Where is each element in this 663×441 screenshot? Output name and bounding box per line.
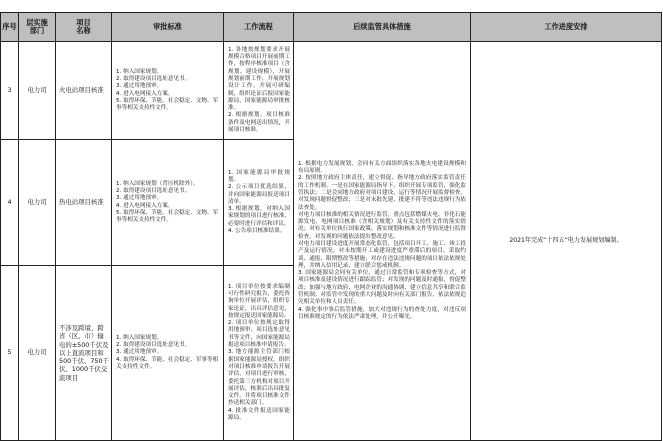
header-process: 工作流程 xyxy=(224,13,294,42)
process-line: 2. 项目单位按规定取得用地预审、项目选址意见书等文件，向国家能源局报送项目核准申请报告。 xyxy=(228,320,290,349)
post-supervision-cell xyxy=(294,42,471,441)
standard-line: 2. 取得建设项目选址意见书。 xyxy=(116,342,191,349)
process-line: 1. 项目单位按要求编制可行性研究报告，委托咨询单位开展评估，组织专家论证，出具评估意见，按规定报送国家能源局。 xyxy=(228,283,290,319)
row-process xyxy=(224,140,294,266)
process-line: 4. 批准文件报送国家能源局。 xyxy=(228,407,290,422)
header-num: 序号 xyxy=(1,13,19,42)
standard-line: 4. 进入电网接入方案。 xyxy=(116,90,174,97)
standard-line: 3. 通过用地预审。 xyxy=(116,83,163,90)
standard-line: 1. 纳入国家规划（背压机除外）。 xyxy=(116,180,199,187)
standard-line: 3. 通过用地预审。 xyxy=(116,195,163,202)
standard-line: 2. 取得建设项目选址意见书。 xyxy=(116,75,191,82)
row-item: 火电站项目核准 xyxy=(56,42,112,140)
process-line: 3. 根据规划，对纳入国家规划的项目进行核准，必要时进行评估和评议。 xyxy=(228,206,290,227)
process-line: 3. 地方能源主管部门根据国家能源局授权，组织对项目核准申请报告开展评估，对项目进行审核，委托第三方机构对项目开展评估，核准后出具批复文件，并将项目核准文件抄送相关部门。 xyxy=(228,349,290,407)
row-dept: 电力司 xyxy=(19,42,56,140)
header-progress-plan: 工作进度安排 xyxy=(471,13,662,42)
row-process xyxy=(224,266,294,441)
row-item: 热电站项目核准 xyxy=(56,140,112,266)
header-post-supervision: 后续监管具体措施 xyxy=(294,13,471,42)
header-standard: 审批标准 xyxy=(112,13,224,42)
standard-line: 4. 进入电网接入方案。 xyxy=(116,202,174,209)
post-measure-line: 3. 国家能源局会同有关单位，通过日常监管和专项检查等方式，对项目核准及建设情况进行跟踪监管；对发现的问题及时通报，督促整改；加强与地方政府、电网企业的沟通协调，建立信息共享和联合监管机制；对监管中发现的重大问题及时向有关部门报告，依法依规追究相关单位和人员责任。 xyxy=(298,270,466,306)
post-measure-line: 1. 根据电力发展规划，会同有关方面组织落实各地火电建设规模和布局原则。 xyxy=(298,160,466,175)
post-measure-line: 对电力项目核准的相关情况进行监管，重点包括燃煤火电、非化石能源发电、电网项目核准（含相关规划）及有关支持性文件的落实情况；对有关单位执行国家政策、落实规划和核准文件等情况进行监督检查，对发现的问题依法提出整改意见。 xyxy=(298,211,466,240)
standard-line: 3. 通过用地预审。 xyxy=(116,349,163,356)
row-dept: 电力司 xyxy=(19,140,56,266)
header-dept-line2: 部门 xyxy=(29,26,45,35)
post-measure-line: 4. 强化事中事后监管措施，加大对违规行为的查处力度，对违反项目核准规定的行为依法严肃处理，并公开曝光。 xyxy=(298,306,466,320)
header-dept xyxy=(19,13,56,42)
process-line: 1. 国家能源局审批规划。 xyxy=(228,169,290,183)
row-item: 不涉及跨境、跨省（区、市）输电的±500千伏及以上直流项目和500千伏、750千伏、1000千伏交流项目 xyxy=(56,266,112,441)
approval-table xyxy=(0,12,662,441)
table-row xyxy=(1,42,662,140)
row-num: 3 xyxy=(1,42,19,140)
post-measure-line: 2. 按照地方政府主体责任，建立督促、指导地方政府落实监管责任的工作机制。一是在国家能源局指导下，组织开展专项监管，强化监管执法；二是会同地方政府对项目建设、运行等情况开展监督检查，对发现问题督促整改；三是对未批先建、批建不符等违法违规行为依法查处。 xyxy=(298,175,466,211)
standard-line: 2. 取得建设项目选址意见书。 xyxy=(116,187,191,194)
header-item xyxy=(56,13,112,42)
standard-line: 4. 取得环保、节能、社会稳定、军事等相关支持性文件。 xyxy=(116,356,219,370)
row-dept: 电力司 xyxy=(19,266,56,441)
row-standard xyxy=(112,140,224,266)
process-line: 2. 公示项目优选结果，并向国家能源局报送项目清单。 xyxy=(228,184,290,205)
standard-line: 5. 取得环保、节能、社会稳定、文物、军事等相关支持性文件。 xyxy=(116,209,219,224)
process-line: 1. 各地按规划要求开展规模合格项目开展前期工作，按程序核准项目（含规划、建设规模），开展规划前期工作，开展规划设计工作，开展可研编制，组织论证后报国家能源局，国家能源局审批核准。 xyxy=(228,46,290,112)
row-standard xyxy=(112,266,224,441)
standard-line: 5. 取得环保、节能、社会稳定、文物、军事等相关支持性文件。 xyxy=(116,97,219,112)
row-num: 5 xyxy=(1,266,19,441)
post-measure-line: 对电力项目建设进度开展常态化监管，包括项目开工、施工、竣工投产及运行情况；对未按期开工或建设进度严重滞后的项目，采取约谈、通报、限期整改等措施；对存在违法违规问题的项目依法依规处理，并纳入信用记录，建立联合惩戒机制。 xyxy=(298,241,466,269)
standard-line: 1. 纳入国家规划。 xyxy=(116,334,163,341)
row-process xyxy=(224,42,294,140)
header-dept-line1: 层实施 xyxy=(26,18,48,27)
process-line: 2. 根据规划、项目核准条件及电网送出情况，开展项目核准。 xyxy=(228,112,290,133)
standard-line: 1. 纳入国家规划。 xyxy=(116,68,163,75)
process-line: 4. 公告项目核准结果。 xyxy=(228,228,286,235)
row-standard xyxy=(112,42,224,140)
header-row xyxy=(1,13,662,42)
progress-plan-cell: 2021年完成“十四五”电力发展规划编制。 xyxy=(471,42,662,441)
header-item-line1: 项目 xyxy=(76,18,91,27)
header-item-line2: 名称 xyxy=(76,26,91,35)
row-num: 4 xyxy=(1,140,19,266)
